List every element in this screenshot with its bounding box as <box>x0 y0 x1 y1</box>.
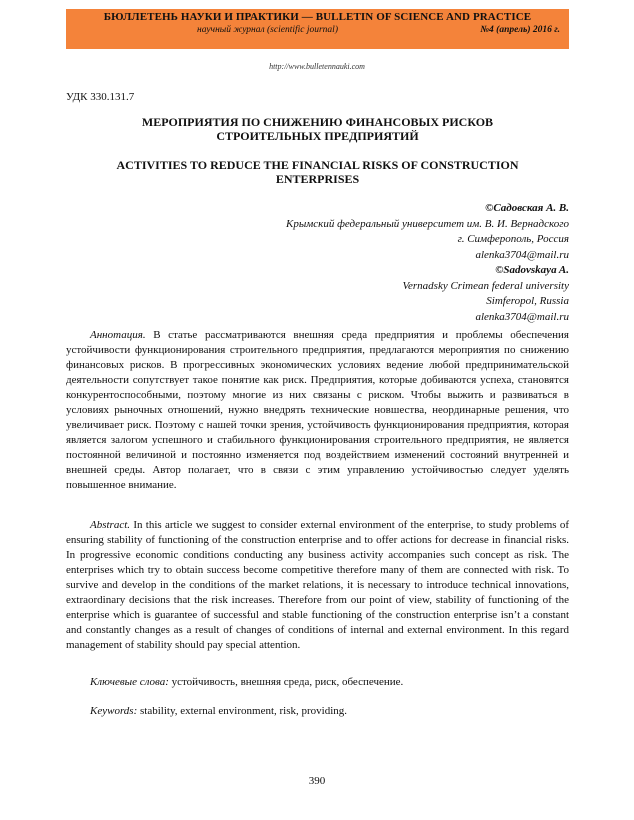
keywords-ru-text: устойчивость, внешняя среда, риск, обеспечение. <box>168 676 404 688</box>
abstract-ru <box>66 328 569 493</box>
keywords-en-label: Keywords: <box>90 705 138 717</box>
abstract-en-label: Abstract. <box>90 519 131 531</box>
keywords-ru <box>66 675 569 690</box>
abstract-en <box>66 518 569 653</box>
author-affiliation-ru: Крымский федеральный университет им. В. И. Вернадского <box>286 217 569 230</box>
author-city-en: Simferopol, Russia <box>486 295 569 307</box>
journal-subtitle: научный журнал (scientific journal) <box>197 25 338 35</box>
journal-issue: №4 (апрель) 2016 г. <box>480 25 560 35</box>
author-name-en: ©Sadovskaya A. <box>495 264 569 276</box>
article-title-ru <box>66 115 569 143</box>
author-affiliation-en: Vernadsky Crimean federal university <box>402 279 569 292</box>
page-number: 390 <box>308 775 326 787</box>
author-name-ru: ©Садовская А. В. <box>485 202 569 214</box>
keywords-en <box>66 704 569 719</box>
article-title-en-line: ENTERPRISES <box>275 172 360 186</box>
journal-header-banner <box>66 9 569 49</box>
author-city-ru: г. Симферополь, Россия <box>457 233 569 245</box>
author-block <box>286 201 569 325</box>
abstract-en-text: In this article we suggest to consider external environment of the enterprise, to study problems of ensuring stability of functioning of the construction enterprise and to offer actions for decrease in financial risks. In progressive economic conditions conducting any business activity accompanies such concept as risk. The enterprises which try to obtain success become competitive therefore many of them are connected with risk. To survive and develop in the conditions of the market relations, it is necessary to introduce technical innovations, extraordinary decisions that the risk increases. Therefore from our point of view, stability of functioning of the enterprise which is guarantee of successful and stable functioning of the construction enterprise isn’t a constant and constantly changes as a result of changes of conditions of internal and external environment. In this regard management of stability should pay special attention. <box>66 519 569 651</box>
keywords-en-text: stability, external environment, risk, providing. <box>137 705 348 717</box>
author-email-en[interactable]: alenka3704@mail.ru <box>475 310 569 323</box>
journal-title: БЮЛЛЕТЕНЬ НАУКИ И ПРАКТИКИ — BULLETIN OF SCIENCE AND PRACTICE <box>103 11 532 23</box>
keywords-ru-label: Ключевые слова: <box>90 676 169 688</box>
article-title-ru-line: МЕРОПРИЯТИЯ ПО СНИЖЕНИЮ ФИНАНСОВЫХ РИСКОВ <box>141 115 494 129</box>
udk-code: УДК 330.131.7 <box>66 91 135 103</box>
author-email-ru[interactable]: alenka3704@mail.ru <box>475 248 569 261</box>
abstract-ru-text: В статье рассматриваются внешняя среда предприятия и проблемы обеспечения устойчивости функционирования строительного предприятия, предлагаются мероприятия по снижению финансовых рисков. В прогрессивных экономических условиях ведение любой предпринимательской деятельности сопутствует такое понятие как риск. Предприятия, которые добиваются успеха, становятся конкурентоспособными, поэтому многие из них связаны с риском. Чтобы выжить и развиваться в условиях рыночных отношений, нужно внедрять технические новшества, неординарные решения, что увеличивает риск. Поэтому с нашей точки зрения, устойчивость функционирования предприятия, которая является залогом успешного и стабильного функционирования строительного предприятия, не является постоянной величиной и постоянно изменяется под воздействием изменений состояний внутренней и внешней среды. Автор полагает, что в связи с этим управлению устойчивостью следует уделять повышенное внимание. <box>66 329 569 491</box>
article-title-ru-line: СТРОИТЕЛЬНЫХ ПРЕДПРИЯТИЙ <box>216 129 419 143</box>
article-title-en <box>66 158 569 186</box>
article-title-en-line: ACTIVITIES TO REDUCE THE FINANCIAL RISKS OF CONSTRUCTION <box>116 158 519 172</box>
journal-url-link[interactable]: http://www.bulletennauki.com <box>269 62 365 71</box>
abstract-ru-label: Аннотация. <box>90 329 146 341</box>
